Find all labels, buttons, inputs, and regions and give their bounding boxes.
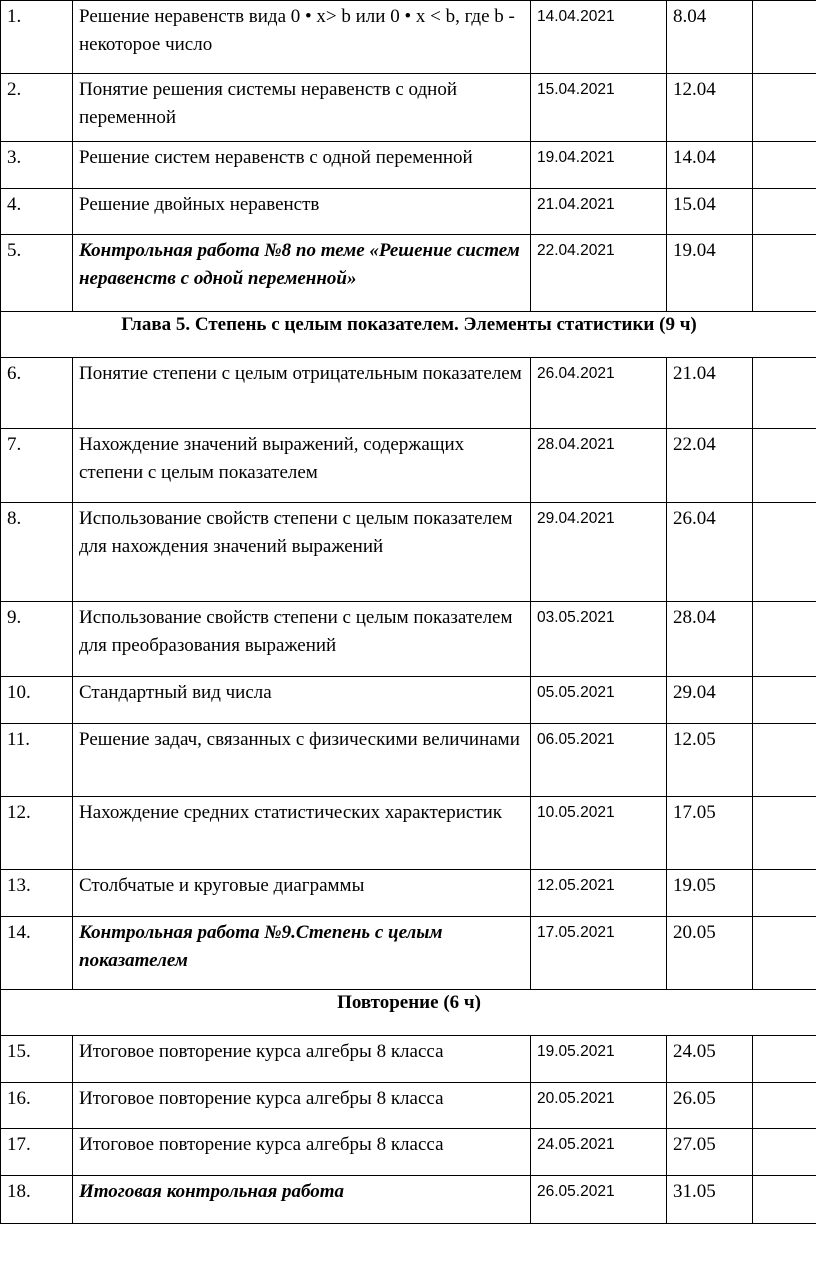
planned-date: 19.04.2021 <box>531 142 667 189</box>
actual-date: 19.04 <box>667 235 753 312</box>
actual-date: 24.05 <box>667 1036 753 1083</box>
notes-cell <box>753 189 816 235</box>
lesson-number: 13. <box>1 870 73 917</box>
planned-date: 26.04.2021 <box>531 358 667 429</box>
lesson-number: 12. <box>1 797 73 870</box>
table-row <box>1 724 816 797</box>
lesson-number: 11. <box>1 724 73 797</box>
section-title <box>1 990 816 1036</box>
table-row <box>1 1083 816 1129</box>
planned-date: 28.04.2021 <box>531 429 667 503</box>
notes-cell <box>753 602 816 677</box>
actual-date: 21.04 <box>667 358 753 429</box>
table-row <box>1 429 816 503</box>
lesson-topic: Контрольная работа №9.Степень с целым показателем <box>73 917 531 990</box>
actual-date: 29.04 <box>667 677 753 724</box>
planned-date: 22.04.2021 <box>531 235 667 312</box>
lesson-number: 3. <box>1 142 73 189</box>
notes-cell <box>753 677 816 724</box>
lesson-topic: Столбчатые и круговые диаграммы <box>73 870 531 917</box>
lesson-topic: Контрольная работа №8 по теме «Решение систем неравенств с одной переменной» <box>73 235 531 312</box>
actual-date: 12.04 <box>667 74 753 142</box>
lesson-topic: Понятие степени с целым отрицательным показателем <box>73 358 531 429</box>
planned-date: 12.05.2021 <box>531 870 667 917</box>
lesson-number: 8. <box>1 503 73 602</box>
lesson-number: 2. <box>1 74 73 142</box>
actual-date: 28.04 <box>667 602 753 677</box>
lesson-number: 15. <box>1 1036 73 1083</box>
notes-cell <box>753 870 816 917</box>
notes-cell <box>753 429 816 503</box>
section-title-text: Повторение (6 ч) <box>337 992 481 1013</box>
notes-cell <box>753 358 816 429</box>
notes-cell <box>753 142 816 189</box>
actual-date: 14.04 <box>667 142 753 189</box>
lesson-plan-body <box>1 1 816 1224</box>
lesson-number: 5. <box>1 235 73 312</box>
actual-date: 31.05 <box>667 1176 753 1224</box>
table-row <box>1 1129 816 1176</box>
planned-date: 26.05.2021 <box>531 1176 667 1224</box>
actual-date: 12.05 <box>667 724 753 797</box>
table-row <box>1 358 816 429</box>
table-row <box>1 797 816 870</box>
actual-date: 15.04 <box>667 189 753 235</box>
notes-cell <box>753 235 816 312</box>
lesson-number: 10. <box>1 677 73 724</box>
lesson-topic: Использование свойств степени с целым показателем для преобразования выражений <box>73 602 531 677</box>
lesson-number: 18. <box>1 1176 73 1224</box>
actual-date: 26.05 <box>667 1083 753 1129</box>
table-row <box>1 602 816 677</box>
table-row <box>1 1036 816 1083</box>
lesson-topic: Решение систем неравенств с одной переменной <box>73 142 531 189</box>
table-row <box>1 189 816 235</box>
actual-date: 19.05 <box>667 870 753 917</box>
planned-date: 24.05.2021 <box>531 1129 667 1176</box>
planned-date: 17.05.2021 <box>531 917 667 990</box>
actual-date: 20.05 <box>667 917 753 990</box>
planned-date: 14.04.2021 <box>531 1 667 74</box>
notes-cell <box>753 74 816 142</box>
lesson-number: 16. <box>1 1083 73 1129</box>
planned-date: 19.05.2021 <box>531 1036 667 1083</box>
table-row <box>1 503 816 602</box>
notes-cell <box>753 1083 816 1129</box>
table-row <box>1 1 816 74</box>
lesson-topic: Итоговое повторение курса алгебры 8 класса <box>73 1129 531 1176</box>
lesson-number: 9. <box>1 602 73 677</box>
lesson-topic: Итоговое повторение курса алгебры 8 класса <box>73 1036 531 1083</box>
lesson-topic: Решение задач, связанных с физическими величинами <box>73 724 531 797</box>
section-title-text: Глава 5. Степень с целым показателем. Элементы статистики (9 ч) <box>121 314 697 335</box>
lesson-topic: Решение неравенств вида 0 • х> b или 0 • х < b, где b - некоторое число <box>73 1 531 74</box>
lesson-topic: Итоговое повторение курса алгебры 8 класса <box>73 1083 531 1129</box>
actual-date: 27.05 <box>667 1129 753 1176</box>
planned-date: 03.05.2021 <box>531 602 667 677</box>
lesson-topic: Итоговая контрольная работа <box>73 1176 531 1224</box>
planned-date: 20.05.2021 <box>531 1083 667 1129</box>
notes-cell <box>753 503 816 602</box>
notes-cell <box>753 917 816 990</box>
notes-cell <box>753 797 816 870</box>
planned-date: 21.04.2021 <box>531 189 667 235</box>
planned-date: 05.05.2021 <box>531 677 667 724</box>
notes-cell <box>753 1036 816 1083</box>
table-row <box>1 1176 816 1224</box>
notes-cell <box>753 724 816 797</box>
actual-date: 17.05 <box>667 797 753 870</box>
actual-date: 26.04 <box>667 503 753 602</box>
lesson-topic: Использование свойств степени с целым показателем для нахождения значений выражений <box>73 503 531 602</box>
lesson-topic: Понятие решения системы неравенств с одной переменной <box>73 74 531 142</box>
notes-cell <box>753 1 816 74</box>
actual-date: 22.04 <box>667 429 753 503</box>
section-title <box>1 312 816 358</box>
planned-date: 10.05.2021 <box>531 797 667 870</box>
planned-date: 06.05.2021 <box>531 724 667 797</box>
table-row <box>1 142 816 189</box>
lesson-number: 4. <box>1 189 73 235</box>
lesson-number: 7. <box>1 429 73 503</box>
table-row <box>1 677 816 724</box>
notes-cell <box>753 1176 816 1224</box>
lesson-number: 17. <box>1 1129 73 1176</box>
planned-date: 15.04.2021 <box>531 74 667 142</box>
table-row <box>1 917 816 990</box>
lesson-topic: Нахождение значений выражений, содержащих степени с целым показателем <box>73 429 531 503</box>
section-row <box>1 312 816 358</box>
lesson-number: 14. <box>1 917 73 990</box>
lesson-number: 6. <box>1 358 73 429</box>
table-row <box>1 74 816 142</box>
actual-date: 8.04 <box>667 1 753 74</box>
lesson-topic: Стандартный вид числа <box>73 677 531 724</box>
table-row <box>1 870 816 917</box>
table-row <box>1 235 816 312</box>
lesson-topic: Решение двойных неравенств <box>73 189 531 235</box>
lesson-topic: Нахождение средних статистических характеристик <box>73 797 531 870</box>
notes-cell <box>753 1129 816 1176</box>
planned-date: 29.04.2021 <box>531 503 667 602</box>
section-row <box>1 990 816 1036</box>
lesson-number: 1. <box>1 1 73 74</box>
